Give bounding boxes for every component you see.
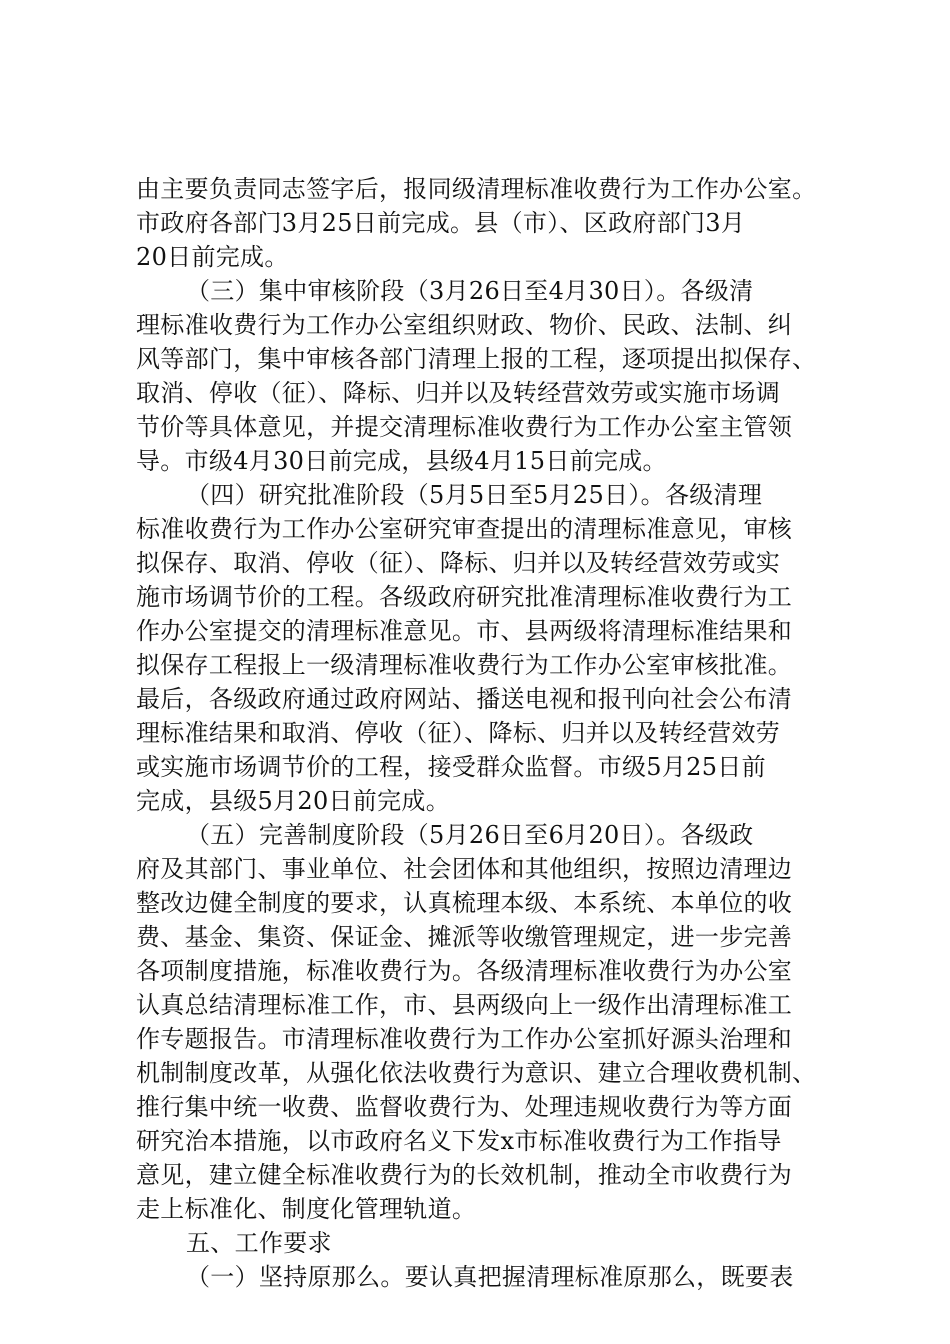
text-line: 施市场调节价的工程。各级政府研究批准清理标准收费行为工 (136, 583, 793, 611)
text-line: 取消、停收（征）、降标、归并以及转经营效劳或实施市场调 (136, 379, 781, 407)
text-line: 机制制度改革，从强化依法收费行为意识、建立合理收费机制、 (136, 1059, 817, 1087)
text-line: 由主要负责同志签字后，报同级清理标准收费行为工作办公室。 (136, 175, 817, 203)
text-line: 各项制度措施，标准收费行为。各级清理标准收费行为办公室 (136, 957, 793, 985)
text-line: 走上标准化、制度化管理轨道。 (136, 1195, 477, 1223)
text-line: 导。市级4月30日前完成，县级4月15日前完成。 (136, 447, 667, 475)
text-line: 研究治本措施，以市政府名义下发x市标准收费行为工作指导 (136, 1127, 782, 1155)
text-line: 理标准收费行为工作办公室组织财政、物价、民政、法制、纠 (136, 311, 793, 339)
text-line: 作办公室提交的清理标准意见。市、县两级将清理标准结果和 (136, 617, 793, 645)
text-line: 标准收费行为工作办公室研究审查提出的清理标准意见，审核 (136, 515, 793, 543)
text-line: 或实施市场调节价的工程，接受群众监督。市级5月25日前 (136, 753, 766, 781)
text-line: 认真总结清理标准工作，市、县两级向上一级作出清理标准工 (136, 991, 793, 1019)
text-line: 20日前完成。 (136, 243, 289, 271)
paragraph-heading-line: （五）完善制度阶段（5月26日至6月20日）。各级政 (186, 821, 754, 849)
text-line: 作专题报告。市清理标准收费行为工作办公室抓好源头治理和 (136, 1025, 793, 1053)
text-line: 整改边健全制度的要求，认真梳理本级、本系统、本单位的收 (136, 889, 793, 917)
text-line: 完成，县级5月20日前完成。 (136, 787, 451, 815)
text-line: 理标准结果和取消、停收（征）、降标、归并以及转经营效劳 (136, 719, 781, 747)
text-line: 意见，建立健全标准收费行为的长效机制，推动全市收费行为 (136, 1161, 793, 1189)
text-line: 拟保存、取消、停收（征）、降标、归并以及转经营效劳或实 (136, 549, 781, 577)
text-line: 市政府各部门3月25日前完成。县（市）、区政府部门3月 (136, 209, 746, 237)
section-heading: 五、工作要求 (186, 1229, 332, 1257)
text-line: 推行集中统一收费、监督收费行为、处理违规收费行为等方面 (136, 1093, 793, 1121)
text-line: 最后，各级政府通过政府网站、播送电视和报刊向社会公布清 (136, 685, 793, 713)
paragraph-heading-line: （四）研究批准阶段（5月5日至5月25日）。各级清理 (186, 481, 763, 509)
text-line: 风等部门，集中审核各部门清理上报的工程，逐项提出拟保存、 (136, 345, 817, 373)
text-line: 拟保存工程报上一级清理标准收费行为工作办公室审核批准。 (136, 651, 793, 679)
text-line: 府及其部门、事业单位、社会团体和其他组织，按照边清理边 (136, 855, 793, 883)
paragraph-heading-line: （一）坚持原那么。要认真把握清理标准原那么，既要表 (186, 1263, 794, 1291)
text-line: 节价等具体意见，并提交清理标准收费行为工作办公室主管领 (136, 413, 793, 441)
text-line: 费、基金、集资、保证金、摊派等收缴管理规定，进一步完善 (136, 923, 793, 951)
paragraph-heading-line: （三）集中审核阶段（3月26日至4月30日）。各级清 (186, 277, 754, 305)
